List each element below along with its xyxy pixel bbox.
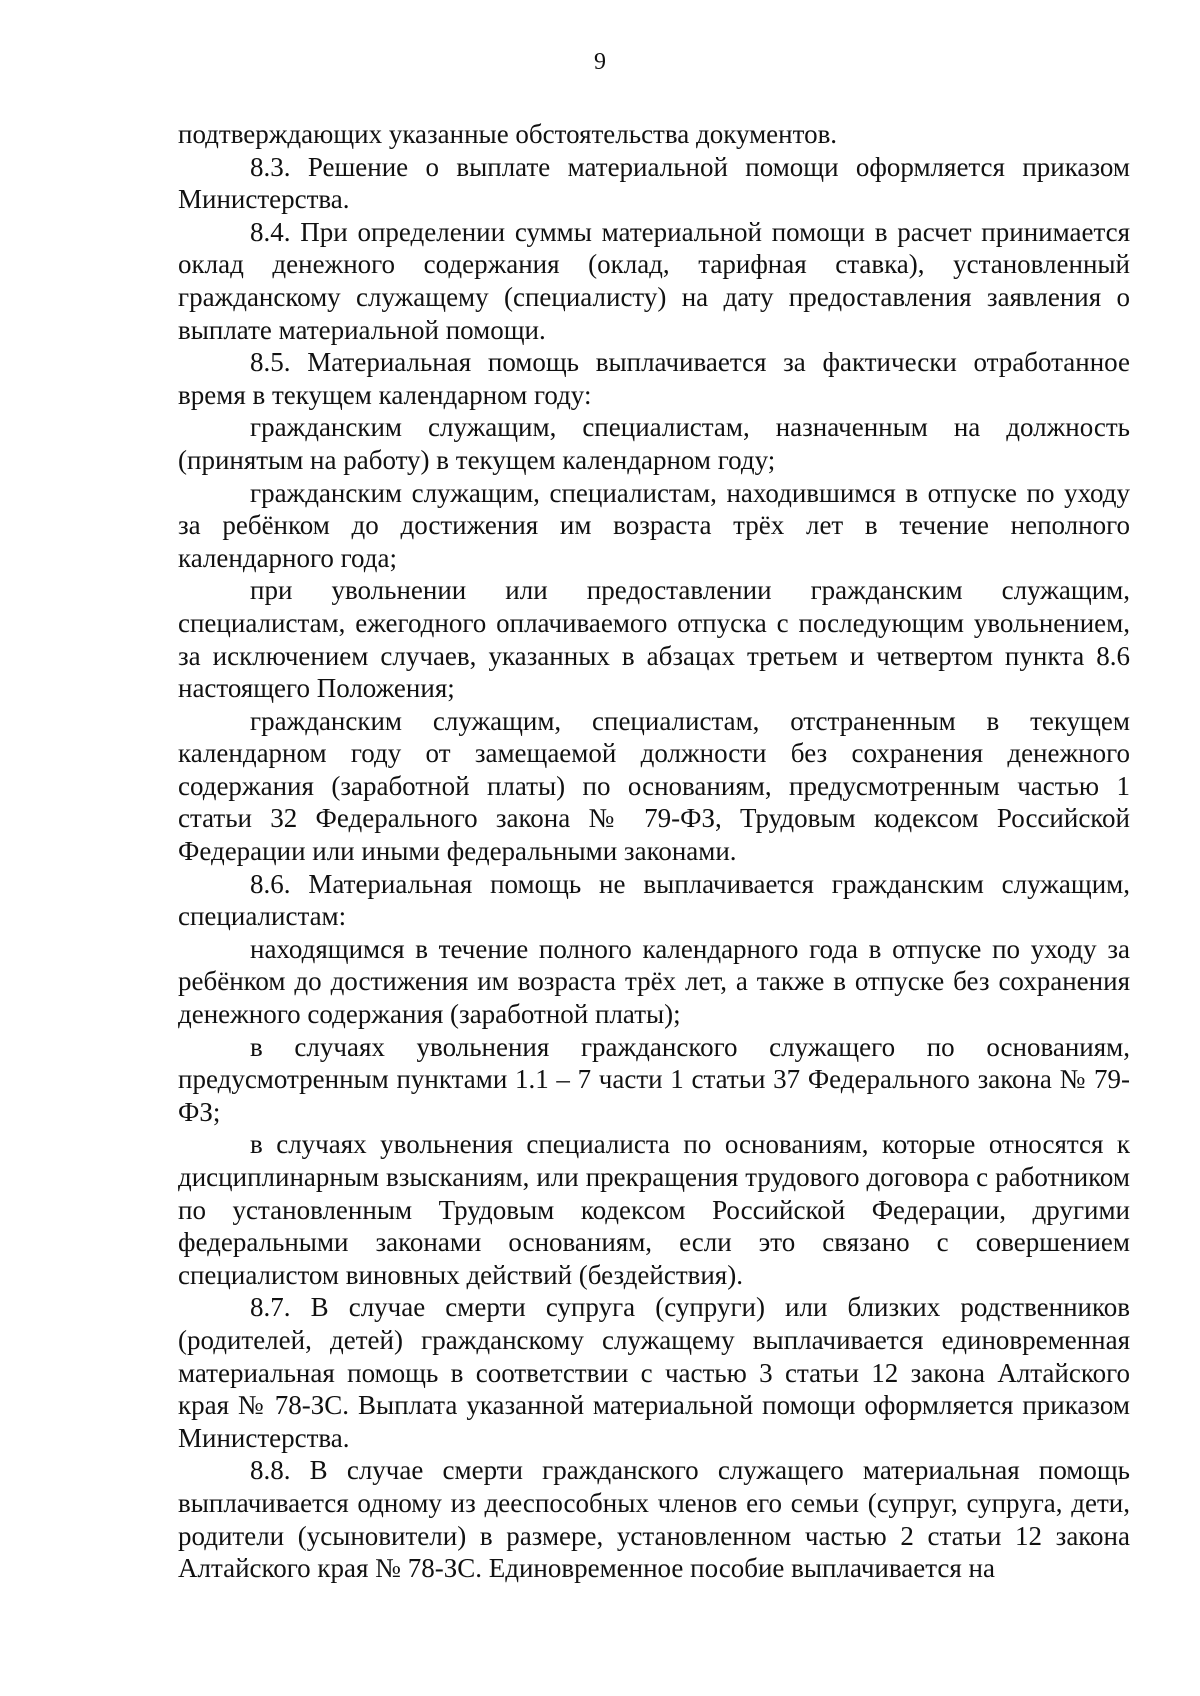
document-body [178,118,1130,1585]
paragraph-8-5: 8.5. Материальная помощь выплачивается за фактически отработанное время в текущем календарном году: [178,347,1130,410]
paragraph-continuation: подтверждающих указанные обстоятельства документов. [178,119,838,149]
paragraph-8-7: 8.7. В случае смерти супруга (супруги) или близких родственников (родителей, детей) гражданскому служащему выплачивается единовременная материальная помощь в соответствии с частью 3 статьи 12 закона Алтайского края № 78-ЗС. Выплата указанной материальной помощи оформляется приказом Министерства. [178,1292,1130,1453]
page-number: 9 [594,49,606,75]
paragraph-8-5-item-1: гражданским служащим, специалистам, назначенным на должность (принятым на работу) в текущем календарном году; [178,412,1130,475]
paragraph-8-4: 8.4. При определении суммы материальной помощи в расчет принимается оклад денежного содержания (оклад, тарифная ставка), установленный гражданскому служащему (специалисту) на дату предоставления заявления о выплате материальной помощи. [178,216,1130,345]
paragraph-8-8: 8.8. В случае смерти гражданского служащего материальная помощь выплачивается одному из дееспособных членов его семьи (супруг, супруга, дети, родители (усыновители) в размере, установленном частью 2 статьи 12 закона Алтайского края № 78-ЗС. Единовременное пособие выплачивается на [178,1455,1130,1584]
paragraph-8-5-item-4: гражданским служащим, специалистам, отстраненным в текущем календарном году от замещаемой должности без сохранения денежного содержания (заработной платы) по основаниям, предусмотренным частью 1 статьи 32 Федерального закона № 79-ФЗ, Трудовым кодексом Российской Федерации или иными федеральными законами. [178,705,1130,867]
paragraph-8-6-item-3: в случаях увольнения специалиста по основаниям, которые относятся к дисциплинарным взысканиям, или прекращения трудового договора с работником по установленным Трудовым кодексом Российской Федерации, другими федеральными законами основаниям, если это связано с совершением специалистом виновных действий (бездействия). [178,1129,1130,1290]
paragraph-8-5-item-2: гражданским служащим, специалистам, находившимся в отпуске по уходу за ребёнком до достижения им возраста трёх лет в течение неполного календарного года; [178,477,1130,573]
paragraph-8-6-item-2: в случаях увольнения гражданского служащего по основаниям, предусмотренным пунктами 1.1 – 7 части 1 статьи 37 Федерального закона № 79-ФЗ; [178,1031,1130,1127]
paragraph-8-6: 8.6. Материальная помощь не выплачивается гражданским служащим, специалистам: [178,868,1130,932]
paragraph-8-3: 8.3. Решение о выплате материальной помощи оформляется приказом Министерства. [178,151,1130,215]
paragraph-8-6-item-1: находящимся в течение полного календарного года в отпуске по уходу за ребёнком до достижения им возраста трёх лет, а также в отпуске без сохранения денежного содержания (заработной платы); [178,933,1130,1030]
paragraph-8-5-item-3: при увольнении или предоставлении гражданским служащим, специалистам, ежегодного оплачиваемого отпуска с последующим увольнением, за исключением случаев, указанных в абзацах третьем и четвертом пункта 8.6 настоящего Положения; [178,575,1130,704]
